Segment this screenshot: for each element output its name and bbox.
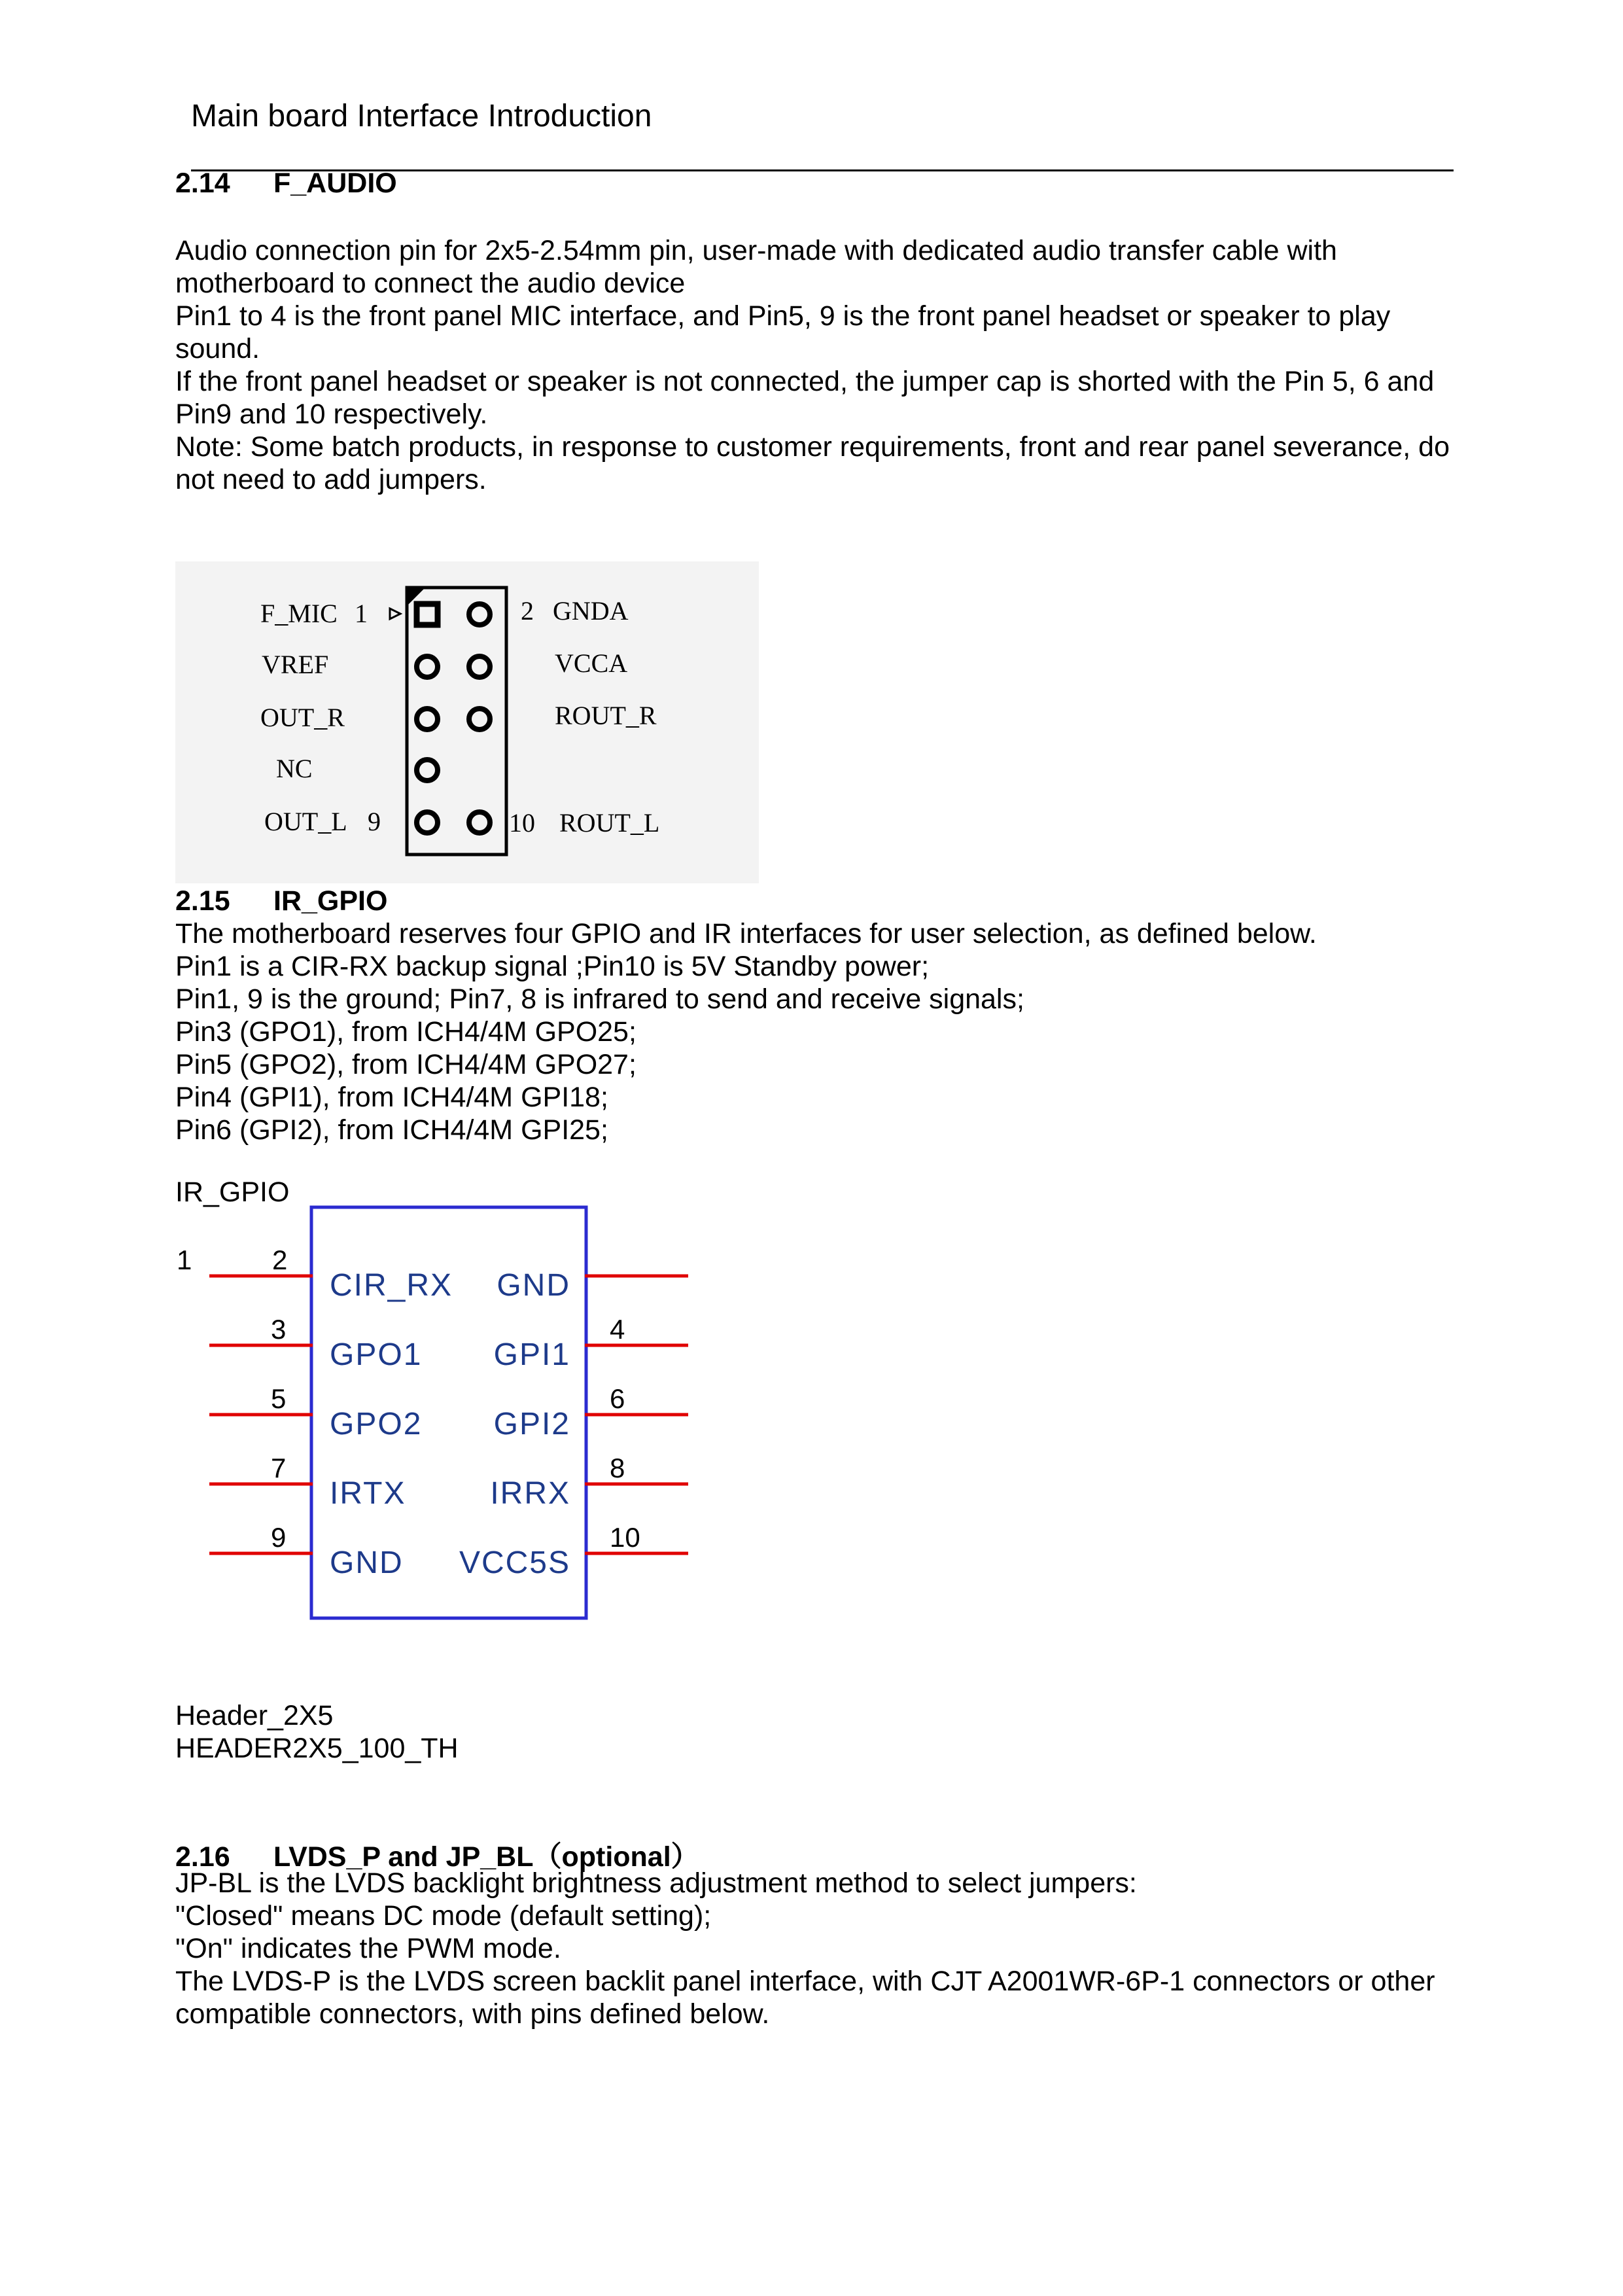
- pin-label: NC: [276, 754, 313, 783]
- text-line: Pin1 is a CIR-RX backup signal ;Pin10 is 5V Standby power;: [175, 951, 930, 982]
- pin-label: VREF: [262, 650, 329, 679]
- pin-label: ROUT_R: [555, 701, 657, 730]
- pin-signal-left: CIR_RX: [330, 1268, 453, 1303]
- pin-number-right: 10: [610, 1522, 640, 1553]
- section-number: 2.14: [175, 168, 230, 199]
- page-header-title: Main board Interface Introduction: [191, 99, 652, 133]
- text-line: Pin4 (GPI1), from ICH4/4M GPI18;: [175, 1082, 608, 1113]
- pin-number: 1: [355, 599, 368, 628]
- pin-number: 10: [509, 808, 535, 838]
- pin-number: 2: [521, 596, 534, 626]
- footprint-package: HEADER2X5_100_TH: [175, 1733, 459, 1764]
- pin-rows: [177, 1245, 688, 1580]
- section-title: LVDS_P and JP_BL（optional）: [273, 1841, 699, 1873]
- pin-number-left: 3: [271, 1314, 287, 1345]
- pin-signal-left: GND: [330, 1545, 404, 1580]
- text-line: Pin3 (GPO1), from ICH4/4M GPO25;: [175, 1016, 637, 1048]
- section-title: IR_GPIO: [273, 885, 388, 917]
- text-line: If the front panel headset or speaker is not connected, the jumper cap is shorted with the Pin 5, 6 and: [175, 366, 1435, 397]
- pin-number-right: 2: [272, 1245, 288, 1275]
- text-line: Pin5 (GPO2), from ICH4/4M GPO27;: [175, 1049, 637, 1080]
- section-number: 2.16: [175, 1841, 230, 1873]
- pin-label: F_MIC: [260, 599, 338, 628]
- text-line: "On" indicates the PWM mode.: [175, 1933, 561, 1964]
- pin-number-right: 6: [610, 1383, 625, 1414]
- text-line: The LVDS-P is the LVDS screen backlit panel interface, with CJT A2001WR-6P-1 connectors or other: [175, 1966, 1435, 1997]
- text-line: sound.: [175, 333, 260, 364]
- footprint-name: Header_2X5: [175, 1700, 334, 1731]
- pin-number-left: 9: [271, 1522, 287, 1553]
- footprint-info: [175, 1699, 459, 1765]
- pin-number-left: 1: [177, 1245, 192, 1275]
- text-line: Note: Some batch products, in response to customer requirements, front and rear panel severance, do: [175, 431, 1450, 463]
- pin-number-right: 4: [610, 1314, 625, 1345]
- pin-signal-right: GPI1: [493, 1337, 570, 1372]
- pin-signal-left: IRTX: [330, 1476, 406, 1511]
- text-line: JP-BL is the LVDS backlight brightness adjustment method to select jumpers:: [175, 1867, 1137, 1899]
- pin-signal-right: IRRX: [490, 1476, 570, 1511]
- pin-number-left: 7: [271, 1453, 287, 1483]
- lvds-description: [175, 1867, 1477, 2030]
- ir-gpio-figure-title: IR_GPIO: [175, 1176, 290, 1208]
- text-line: Pin6 (GPI2), from ICH4/4M GPI25;: [175, 1114, 608, 1146]
- pin-label: VCCA: [555, 648, 628, 678]
- pin-label: ROUT_L: [559, 808, 660, 838]
- text-line: The motherboard reserves four GPIO and IR interfaces for user selection, as defined below.: [175, 918, 1317, 949]
- section-title: F_AUDIO: [273, 168, 397, 199]
- pin-number: 9: [368, 807, 381, 836]
- pin-label: GNDA: [553, 596, 629, 626]
- pin-label: OUT_R: [260, 703, 345, 732]
- pin-signal-right: GPI2: [493, 1407, 570, 1441]
- text-line: Pin9 and 10 respectively.: [175, 398, 488, 430]
- pin-number-right: 8: [610, 1453, 625, 1483]
- text-line: Audio connection pin for 2x5-2.54mm pin, user-made with dedicated audio transfer cable with: [175, 235, 1337, 266]
- text-line: compatible connectors, with pins defined below.: [175, 1998, 770, 2030]
- text-line: motherboard to connect the audio device: [175, 268, 686, 299]
- pin-signal-left: GPO2: [330, 1407, 423, 1441]
- pin-signal-right: VCC5S: [459, 1545, 570, 1580]
- pin-signal-left: GPO1: [330, 1337, 423, 1372]
- pin-number-left: 5: [271, 1383, 287, 1414]
- text-line: Pin1, 9 is the ground; Pin7, 8 is infrared to send and receive signals;: [175, 983, 1024, 1015]
- text-line: not need to add jumpers.: [175, 464, 487, 495]
- text-line: "Closed" means DC mode (default setting);: [175, 1900, 712, 1932]
- pin-label: OUT_L: [264, 807, 347, 836]
- section-number: 2.15: [175, 885, 230, 917]
- text-line: Pin1 to 4 is the front panel MIC interface, and Pin5, 9 is the front panel headset or speaker to play: [175, 300, 1391, 332]
- pin-signal-right: GND: [497, 1268, 570, 1303]
